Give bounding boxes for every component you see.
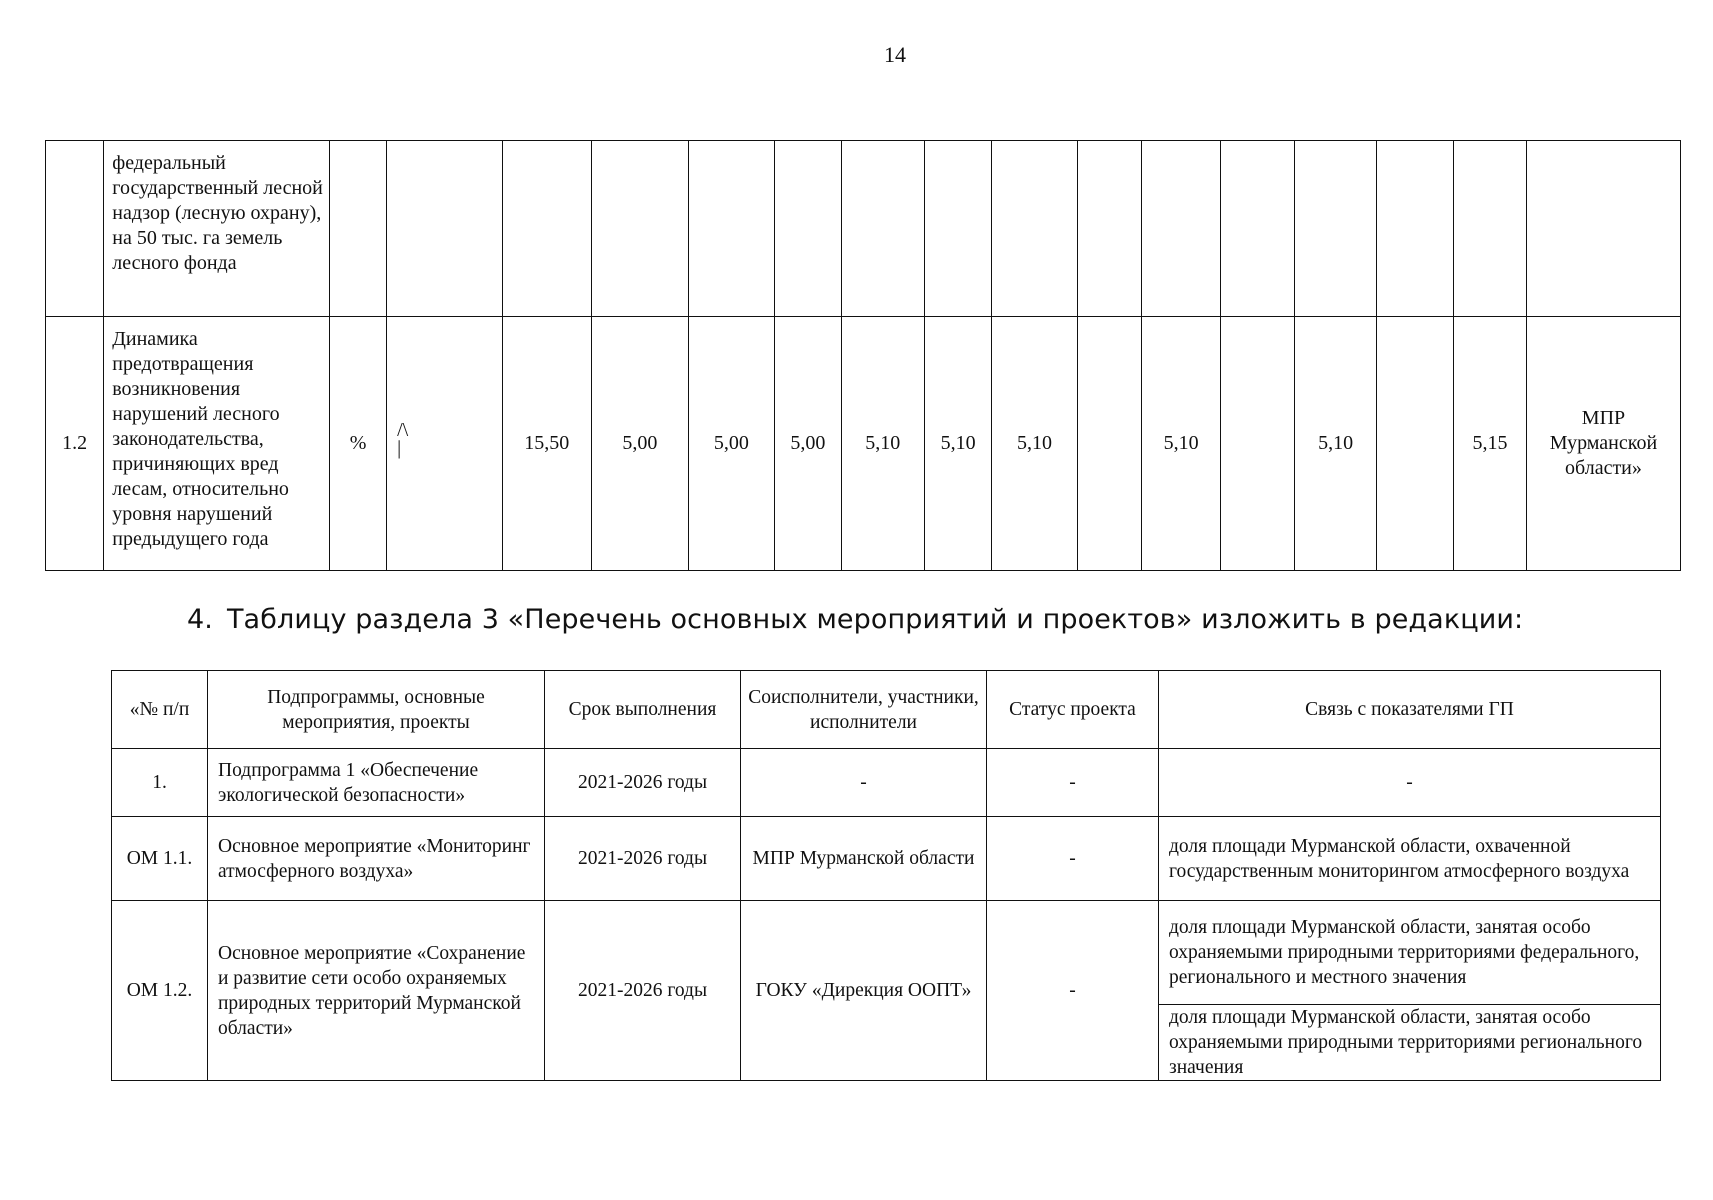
value-cell bbox=[1454, 141, 1527, 317]
table-row bbox=[112, 817, 1661, 901]
header-number: «№ п/п bbox=[112, 671, 208, 749]
value-cell: 5,00 bbox=[775, 317, 842, 571]
responsible-cell bbox=[1526, 141, 1680, 317]
value-cell bbox=[1377, 317, 1454, 571]
value-cell: 5,10 bbox=[1295, 317, 1377, 571]
term-cell: 2021-2026 годы bbox=[545, 901, 741, 1081]
unit-cell: % bbox=[329, 317, 386, 571]
value-cell bbox=[924, 141, 992, 317]
table-row bbox=[112, 749, 1661, 817]
value-cell bbox=[1377, 141, 1454, 317]
value-cell: 5,15 bbox=[1454, 317, 1527, 571]
value-cell bbox=[992, 141, 1077, 317]
indicator-name: Динамика предотвращения возникновения нарушений лесного законодательства, причиняющих вред лесам, относительно уровня нарушений предыдущего года bbox=[104, 317, 330, 571]
table-row bbox=[46, 141, 1681, 317]
row-number: 1. bbox=[112, 749, 208, 817]
link-cell: доля площади Мурманской области, занятая особо охраняемыми природными территориями регионального значения bbox=[1159, 1005, 1661, 1081]
unit-cell bbox=[329, 141, 386, 317]
indicator-name: федеральный государственный лесной надзор (лесную охрану), на 50 тыс. га земель лесного фонда bbox=[104, 141, 330, 317]
measure-name: Основное мероприятие «Сохранение и развитие сети особо охраняемых природных территорий Мурманской области» bbox=[208, 901, 545, 1081]
dynamics-cell bbox=[387, 141, 502, 317]
term-cell: 2021-2026 годы bbox=[545, 817, 741, 901]
header-programs: Подпрограммы, основные мероприятия, проекты bbox=[208, 671, 545, 749]
section-heading bbox=[187, 604, 1523, 635]
executors-cell: МПР Мурманской области bbox=[741, 817, 987, 901]
value-cell bbox=[1221, 141, 1295, 317]
indicators-table bbox=[45, 140, 1681, 571]
table-row bbox=[112, 901, 1661, 1005]
value-cell: 5,00 bbox=[688, 317, 774, 571]
value-cell bbox=[592, 141, 689, 317]
measure-name: Подпрограмма 1 «Обеспечение экологической безопасности» bbox=[208, 749, 545, 817]
value-cell bbox=[502, 141, 591, 317]
value-cell bbox=[775, 141, 842, 317]
link-cell: доля площади Мурманской области, занятая особо охраняемыми природными территориями федерального, регионального и местного значения bbox=[1159, 901, 1661, 1005]
status-cell: - bbox=[987, 901, 1159, 1081]
measure-name: Основное мероприятие «Мониторинг атмосферного воздуха» bbox=[208, 817, 545, 901]
value-cell bbox=[1295, 141, 1377, 317]
value-cell bbox=[1221, 317, 1295, 571]
executors-cell: ГОКУ «Дирекция ООПТ» bbox=[741, 901, 987, 1081]
row-number bbox=[46, 141, 104, 317]
value-cell bbox=[841, 141, 924, 317]
table-row bbox=[46, 317, 1681, 571]
value-cell: 5,10 bbox=[992, 317, 1077, 571]
table-header-row bbox=[112, 671, 1661, 749]
header-executors: Соисполнители, участники, исполнители bbox=[741, 671, 987, 749]
link-cell: - bbox=[1159, 749, 1661, 817]
heading-text: Таблицу раздела 3 «Перечень основных мероприятий и проектов» изложить в редакции: bbox=[226, 604, 1524, 635]
value-cell: 5,10 bbox=[1142, 317, 1221, 571]
responsible-cell: МПР Мурманской области» bbox=[1526, 317, 1680, 571]
value-cell: 5,10 bbox=[841, 317, 924, 571]
measures-table bbox=[111, 670, 1661, 1081]
value-cell bbox=[1077, 141, 1141, 317]
row-number: 1.2 bbox=[46, 317, 104, 571]
status-cell: - bbox=[987, 749, 1159, 817]
value-cell: 15,50 bbox=[502, 317, 591, 571]
value-cell bbox=[1077, 317, 1141, 571]
value-cell: 5,10 bbox=[924, 317, 992, 571]
status-cell: - bbox=[987, 817, 1159, 901]
value-cell bbox=[688, 141, 774, 317]
header-term: Срок выполнения bbox=[545, 671, 741, 749]
dynamics-arrow-icon: /\ | bbox=[387, 317, 502, 571]
row-number: ОМ 1.1. bbox=[112, 817, 208, 901]
header-status: Статус проекта bbox=[987, 671, 1159, 749]
row-number: ОМ 1.2. bbox=[112, 901, 208, 1081]
term-cell: 2021-2026 годы bbox=[545, 749, 741, 817]
header-link: Связь с показателями ГП bbox=[1159, 671, 1661, 749]
value-cell: 5,00 bbox=[592, 317, 689, 571]
link-cell: доля площади Мурманской области, охваченной государственным мониторингом атмосферного воздуха bbox=[1159, 817, 1661, 901]
heading-number: 4. bbox=[187, 604, 213, 635]
page-number: 14 bbox=[884, 42, 906, 67]
executors-cell: - bbox=[741, 749, 987, 817]
value-cell bbox=[1142, 141, 1221, 317]
